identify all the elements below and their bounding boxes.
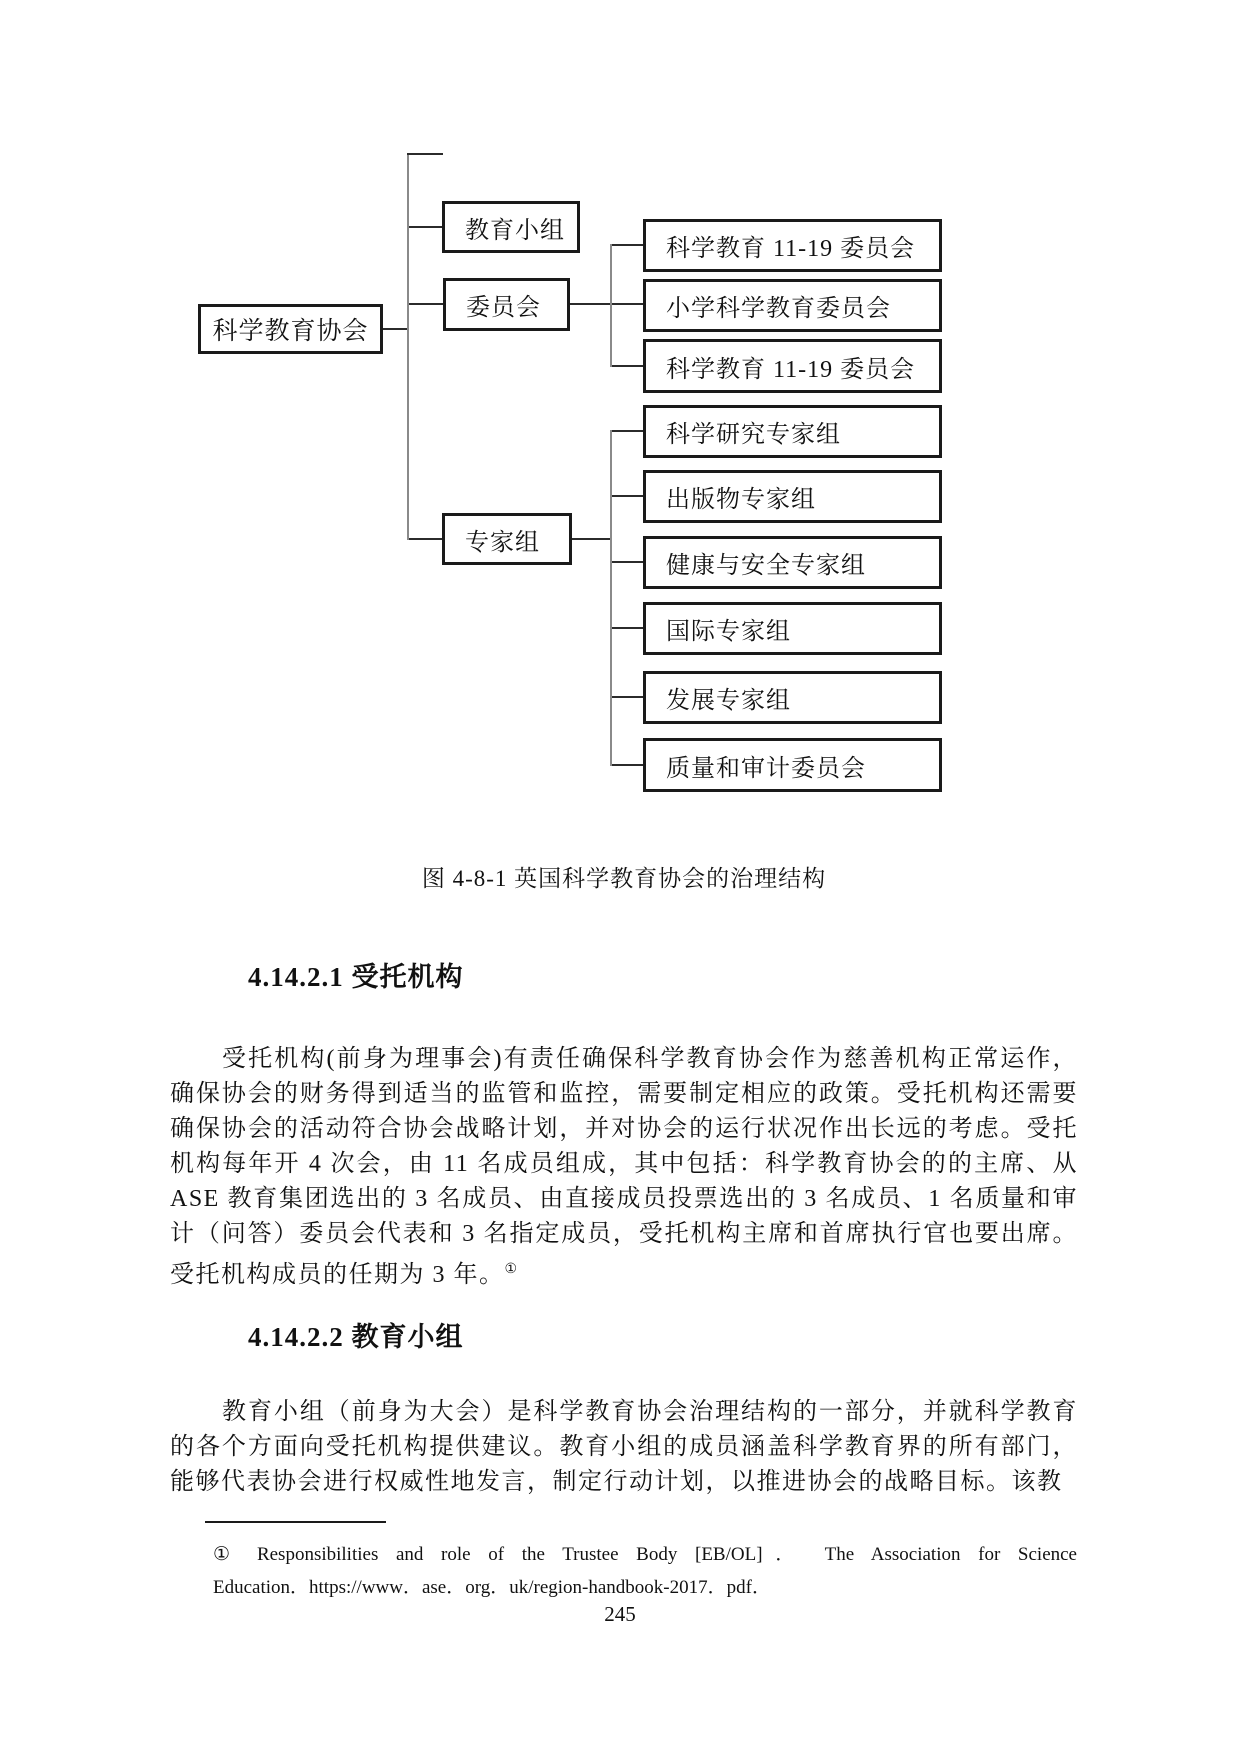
org-root-label: 科学教育协会 (212, 318, 369, 345)
footnote-marker: ① (213, 1544, 243, 1565)
org-expert-child1-connector (612, 430, 643, 432)
org-child-label: 科学教育 11-19 委员会 (666, 356, 916, 383)
org-level-box-expert-group (442, 513, 572, 565)
section-heading-4-14-2-1: 4.14.2.1 受托机构 (248, 962, 464, 992)
org-child-box-committee-3 (643, 339, 942, 393)
footnote-separator-rule (205, 1521, 386, 1523)
org-top-stub-line (407, 153, 443, 155)
org-child-label: 科学教育 11-19 委员会 (666, 236, 916, 262)
figure-caption: 图 4-8-1 英国科学教育协会的治理结构 (421, 866, 827, 891)
org-child-box-expert-4 (643, 602, 942, 655)
org-expert-child3-connector (612, 561, 643, 563)
paragraph-text: 教育小组（前身为大会）是科学教育协会治理结构的一部分，并就科学教育的各个方面向受托机构提供建议。教育小组的成员涵盖科学教育界的所有部门，能够代表协会进行权威性地发言，制定行动计划，以推进协会的战略目标。该教 (170, 1399, 1078, 1495)
org-root-box (198, 304, 383, 354)
org-child-box-committee-2 (643, 279, 942, 332)
footnote-line-1 (213, 1538, 1077, 1571)
org-committee-child1-connector (612, 244, 643, 246)
org-expert-child4-connector (612, 627, 643, 629)
paragraph-education-group (170, 1395, 1078, 1500)
org-expert-child2-connector (612, 495, 643, 497)
org-level-label: 教育小组 (465, 217, 565, 244)
org-level-box-education-group (442, 201, 580, 253)
org-connector-expert-group (409, 538, 442, 540)
org-child-label: 小学科学教育委员会 (666, 296, 891, 322)
org-child-box-expert-5 (643, 671, 942, 724)
org-connector-committee (409, 303, 443, 305)
org-child-label: 科学研究专家组 (666, 422, 841, 448)
org-expert-rail (610, 430, 612, 766)
org-child-box-expert-2 (643, 470, 942, 523)
org-expert-to-rail-line (572, 538, 610, 540)
org-committee-rail (610, 244, 612, 367)
org-child-box-committee-1 (643, 219, 942, 272)
paragraph-trustee-body (170, 1042, 1078, 1293)
page-number: 245 (604, 1602, 636, 1626)
org-expert-child6-connector (612, 764, 643, 766)
org-trunk-line (407, 154, 409, 540)
org-committee-to-rail-line (570, 303, 643, 305)
org-root-connector (383, 328, 407, 330)
org-level-label: 专家组 (465, 529, 540, 556)
org-child-box-expert-6 (643, 738, 942, 792)
section-heading-4-14-2-2: 4.14.2.2 教育小组 (248, 1322, 464, 1352)
footnote-text: Responsibilities and role of the Trustee Body [EB/OL]． The Association for Science (256, 1544, 1077, 1565)
org-child-label: 国际专家组 (666, 619, 791, 645)
org-child-label: 发展专家组 (666, 688, 791, 714)
org-connector-edu-group (409, 226, 442, 228)
org-expert-child5-connector (612, 696, 643, 698)
footnote-line-2: Education．https://www．ase．org．uk/region-handbook-2017．pdf． (213, 1577, 771, 1598)
org-child-box-expert-3 (643, 536, 942, 589)
org-child-label: 质量和审计委员会 (666, 755, 866, 782)
org-child-label: 出版物专家组 (666, 487, 816, 513)
org-child-box-expert-1 (643, 405, 942, 458)
org-committee-child3-connector (612, 365, 643, 367)
org-level-box-committee (443, 278, 570, 331)
footnote-block (213, 1538, 1077, 1604)
org-level-label: 委员会 (466, 295, 541, 321)
paragraph-text: 受托机构(前身为理事会)有责任确保科学教育协会作为慈善机构正常运作，确保协会的财务得到适当的监管和监控，需要制定相应的政策。受托机构还需要确保协会的活动符合协会战略计划，并对协会的运行状况作出长远的考虑。受托机构每年开 4 次会，由 11 名成员组成，其中包括：科学教育协会的的主席、从 ASE 教育集团选出的 3 名成员、由直接成员投票选出的 3 名成员、1 名质量和审计（问答）委员会代表和 3 名指定成员，受托机构主席和首席执行官也要出席。受托机构成员的任期为 3 年。 (170, 1046, 1078, 1288)
org-child-label: 健康与安全专家组 (666, 553, 866, 579)
footnote-reference-mark: ① (504, 1262, 518, 1277)
